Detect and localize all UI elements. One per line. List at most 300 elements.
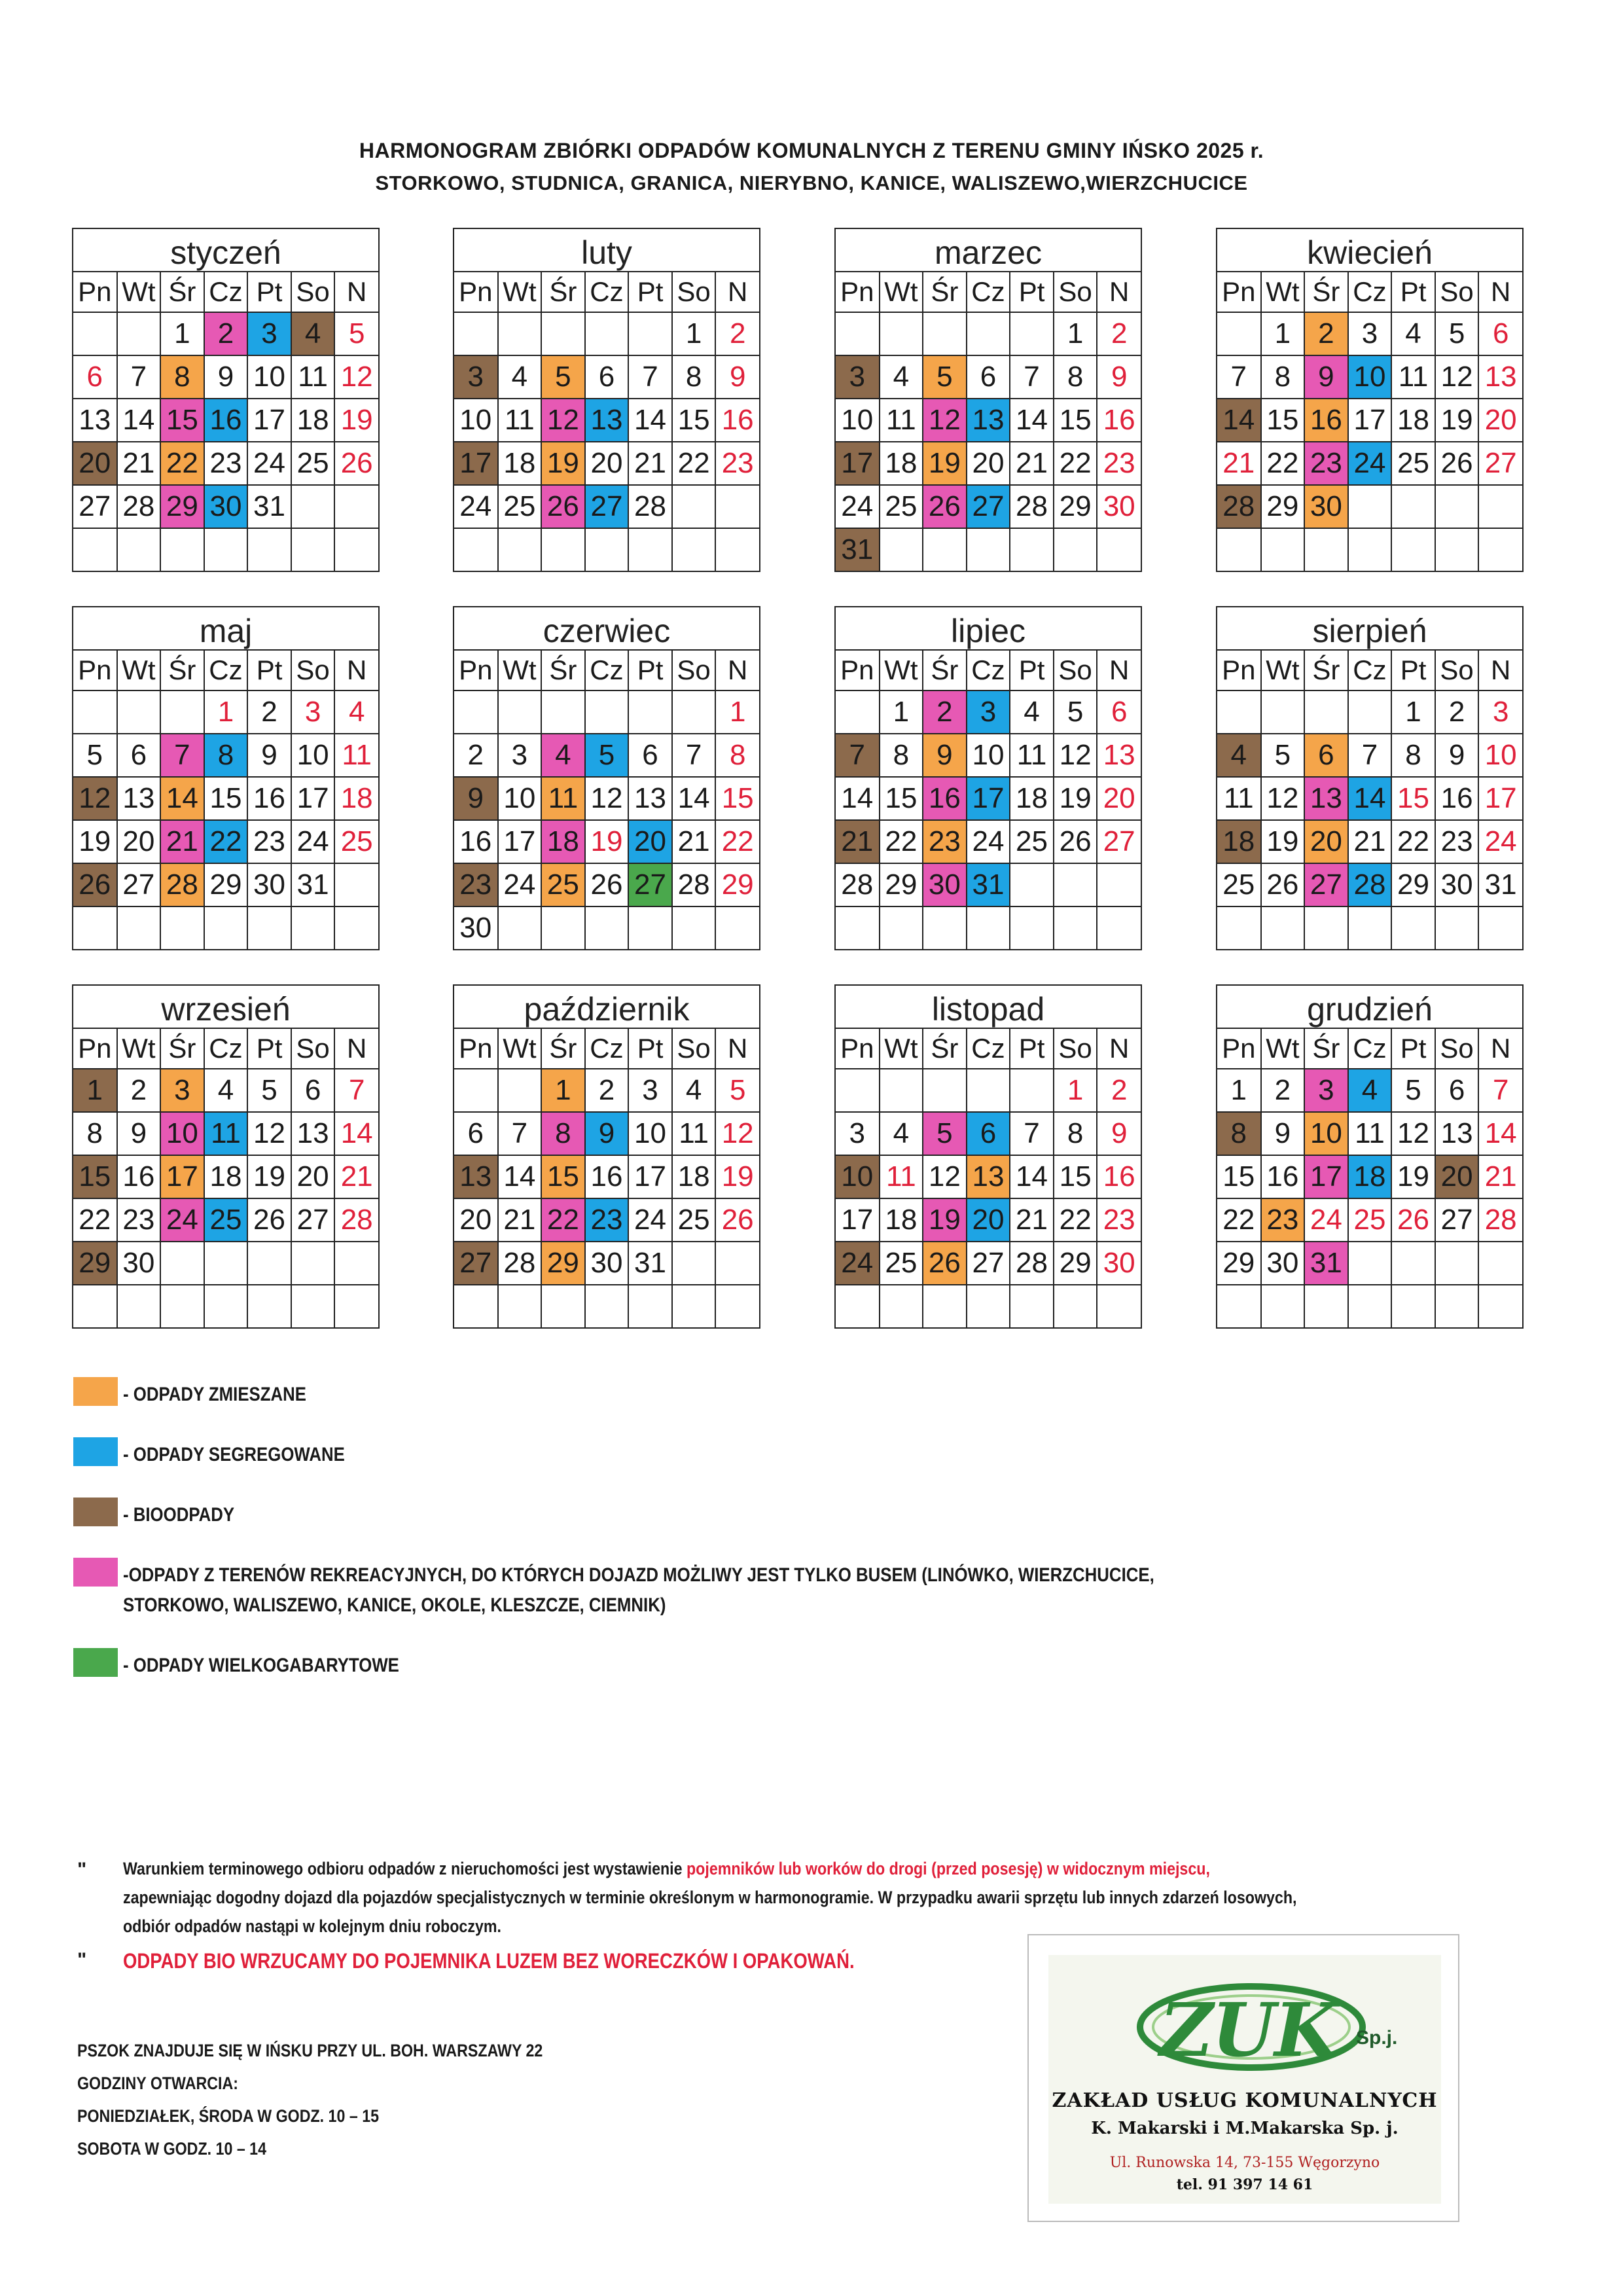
- weekday-header: Cz: [1348, 651, 1392, 691]
- day-cell: 6: [1097, 691, 1141, 734]
- day-cell: 12: [715, 1112, 759, 1155]
- day-cell: 5: [923, 355, 967, 399]
- day-cell: 4: [1391, 312, 1435, 355]
- day-cell: 24: [247, 442, 291, 485]
- empty-cell: [454, 528, 498, 571]
- day-cell: 7: [1010, 1112, 1054, 1155]
- weekday-header: Wt: [1261, 651, 1305, 691]
- day-cell: 26: [247, 1198, 291, 1242]
- day-cell: 20: [454, 1198, 498, 1242]
- day-cell: 12: [541, 399, 585, 442]
- month-table: [454, 1029, 759, 1327]
- day-cell: 23: [923, 820, 967, 863]
- day-cell: 25: [334, 820, 378, 863]
- month-4: [72, 606, 380, 950]
- weekday-header: So: [291, 1029, 335, 1069]
- day-cell: 29: [1054, 485, 1097, 528]
- day-cell: 30: [204, 485, 248, 528]
- day-cell: 26: [334, 442, 378, 485]
- weekday-header: N: [1097, 651, 1141, 691]
- day-cell: 19: [1261, 820, 1305, 863]
- day-cell: 24: [836, 1242, 880, 1285]
- weekday-header: So: [1054, 651, 1097, 691]
- day-cell: 24: [291, 820, 335, 863]
- day-cell: 23: [204, 442, 248, 485]
- day-cell: 2: [454, 734, 498, 777]
- weekday-header: Śr: [1304, 272, 1348, 312]
- day-cell: 13: [1304, 777, 1348, 820]
- month-9: [453, 984, 760, 1329]
- weekday-header: Pn: [73, 272, 117, 312]
- empty-cell: [672, 1285, 716, 1327]
- day-cell: 17: [160, 1155, 204, 1198]
- day-cell: 4: [1217, 734, 1261, 777]
- empty-cell: [1304, 1285, 1348, 1327]
- note-2: ODPADY BIO WRZUCAMY DO POJEMNIKA LUZEM BEZ WORECZKÓW I OPAKOWAŃ.: [123, 1949, 855, 1973]
- empty-cell: [1478, 1242, 1522, 1285]
- day-cell: 20: [967, 1198, 1010, 1242]
- month-2: [834, 228, 1142, 572]
- day-cell: 18: [880, 1198, 923, 1242]
- empty-cell: [247, 1285, 291, 1327]
- logo-suffix: Sp.j.: [1356, 2027, 1398, 2049]
- day-cell: 14: [836, 777, 880, 820]
- day-cell: 17: [454, 442, 498, 485]
- day-cell: 3: [247, 312, 291, 355]
- day-cell: 8: [73, 1112, 117, 1155]
- day-cell: 1: [1054, 312, 1097, 355]
- day-cell: 29: [160, 485, 204, 528]
- day-cell: 1: [1391, 691, 1435, 734]
- day-cell: 22: [880, 820, 923, 863]
- month-name: [1217, 607, 1522, 651]
- day-cell: 29: [1391, 863, 1435, 906]
- weekday-header: Cz: [1348, 1029, 1392, 1069]
- empty-cell: [1304, 528, 1348, 571]
- day-cell: 22: [1261, 442, 1305, 485]
- month-name: [836, 607, 1141, 651]
- day-cell: 12: [334, 355, 378, 399]
- day-cell: 6: [967, 355, 1010, 399]
- empty-cell: [836, 691, 880, 734]
- day-cell: 6: [628, 734, 672, 777]
- empty-cell: [1478, 528, 1522, 571]
- day-cell: 21: [1010, 1198, 1054, 1242]
- weekday-header: N: [1097, 1029, 1141, 1069]
- day-cell: 9: [1304, 355, 1348, 399]
- day-cell: 12: [1054, 734, 1097, 777]
- empty-cell: [117, 691, 161, 734]
- day-cell: 10: [628, 1112, 672, 1155]
- note-1-line-1: [123, 1859, 1283, 1879]
- day-cell: 27: [967, 485, 1010, 528]
- empty-cell: [1261, 1285, 1305, 1327]
- empty-cell: [1391, 485, 1435, 528]
- empty-cell: [1010, 1285, 1054, 1327]
- weekday-header: Wt: [880, 1029, 923, 1069]
- day-cell: 8: [715, 734, 759, 777]
- day-cell: 19: [715, 1155, 759, 1198]
- day-cell: 15: [541, 1155, 585, 1198]
- day-cell: 20: [73, 442, 117, 485]
- weekday-header: Pn: [1217, 651, 1261, 691]
- empty-cell: [1435, 1242, 1479, 1285]
- day-cell: 4: [1348, 1069, 1392, 1112]
- day-cell: 29: [1217, 1242, 1261, 1285]
- empty-cell: [715, 485, 759, 528]
- weekday-header: N: [334, 1029, 378, 1069]
- empty-cell: [1478, 1285, 1522, 1327]
- empty-cell: [1478, 906, 1522, 949]
- month-7: [1216, 606, 1524, 950]
- empty-cell: [160, 1242, 204, 1285]
- weekday-header: Cz: [967, 1029, 1010, 1069]
- day-cell: 31: [291, 863, 335, 906]
- day-cell: 18: [291, 399, 335, 442]
- weekday-header: Wt: [117, 272, 161, 312]
- day-cell: 9: [715, 355, 759, 399]
- month-name: [836, 229, 1141, 272]
- day-cell: 31: [628, 1242, 672, 1285]
- day-cell: 28: [1010, 1242, 1054, 1285]
- day-cell: 9: [1097, 1112, 1141, 1155]
- day-cell: 2: [247, 691, 291, 734]
- day-cell: 23: [585, 1198, 629, 1242]
- day-cell: 22: [204, 820, 248, 863]
- weekday-header: So: [672, 1029, 716, 1069]
- weekday-header: Pn: [836, 651, 880, 691]
- weekday-header: N: [334, 272, 378, 312]
- empty-cell: [291, 485, 335, 528]
- day-cell: 17: [967, 777, 1010, 820]
- empty-cell: [541, 528, 585, 571]
- day-cell: 1: [672, 312, 716, 355]
- day-cell: 7: [1217, 355, 1261, 399]
- empty-cell: [1348, 485, 1392, 528]
- empty-cell: [1435, 906, 1479, 949]
- weekday-header: Śr: [1304, 651, 1348, 691]
- empty-cell: [836, 1285, 880, 1327]
- empty-cell: [454, 312, 498, 355]
- day-cell: 2: [1261, 1069, 1305, 1112]
- weekday-header: So: [1435, 651, 1479, 691]
- weekday-header: Cz: [204, 1029, 248, 1069]
- empty-cell: [1261, 691, 1305, 734]
- weekday-header: N: [715, 272, 759, 312]
- day-cell: 18: [498, 442, 542, 485]
- empty-cell: [334, 906, 378, 949]
- day-cell: 18: [1348, 1155, 1392, 1198]
- legend-label: [123, 1440, 1192, 1470]
- day-cell: 3: [291, 691, 335, 734]
- weekday-header: Śr: [1304, 1029, 1348, 1069]
- legend-label: [123, 1500, 1192, 1530]
- empty-cell: [498, 1285, 542, 1327]
- day-cell: 3: [1348, 312, 1392, 355]
- weekday-header: Wt: [498, 651, 542, 691]
- weekday-header: Wt: [1261, 1029, 1305, 1069]
- empty-cell: [160, 906, 204, 949]
- day-cell: 11: [1348, 1112, 1392, 1155]
- day-cell: 26: [73, 863, 117, 906]
- month-name-label: listopad: [931, 991, 1045, 1028]
- empty-cell: [1348, 691, 1392, 734]
- day-cell: 23: [1097, 442, 1141, 485]
- day-cell: 9: [247, 734, 291, 777]
- day-cell: 18: [204, 1155, 248, 1198]
- logo-company-name: ZAKŁAD USŁUG KOMUNALNYCH: [1052, 2089, 1438, 2112]
- empty-cell: [454, 1285, 498, 1327]
- day-cell: 23: [247, 820, 291, 863]
- empty-cell: [923, 1285, 967, 1327]
- empty-cell: [715, 1242, 759, 1285]
- weekday-header: Wt: [498, 272, 542, 312]
- empty-cell: [1391, 906, 1435, 949]
- day-cell: 22: [1391, 820, 1435, 863]
- day-cell: 14: [628, 399, 672, 442]
- empty-cell: [967, 312, 1010, 355]
- day-cell: 12: [923, 1155, 967, 1198]
- month-name-label: grudzień: [1307, 991, 1433, 1028]
- empty-cell: [334, 528, 378, 571]
- logo-brand: ZUK: [1160, 1988, 1337, 2073]
- empty-cell: [1261, 906, 1305, 949]
- month-table: [73, 1029, 378, 1327]
- day-cell: 23: [1435, 820, 1479, 863]
- day-cell: 6: [1478, 312, 1522, 355]
- weekday-header: Śr: [160, 1029, 204, 1069]
- day-cell: 5: [1261, 734, 1305, 777]
- day-cell: 7: [628, 355, 672, 399]
- day-cell: 16: [204, 399, 248, 442]
- empty-cell: [1217, 906, 1261, 949]
- day-cell: 20: [291, 1155, 335, 1198]
- pszok-hours-saturday: SOBOTA W GODZ. 10 – 14: [77, 2139, 267, 2159]
- day-cell: 20: [117, 820, 161, 863]
- weekday-header: Pt: [247, 272, 291, 312]
- month-name-label: sierpień: [1312, 613, 1427, 649]
- empty-cell: [291, 528, 335, 571]
- day-cell: 19: [541, 442, 585, 485]
- empty-cell: [585, 1285, 629, 1327]
- day-cell: 6: [1435, 1069, 1479, 1112]
- empty-cell: [880, 528, 923, 571]
- day-cell: 23: [1304, 442, 1348, 485]
- day-cell: 10: [836, 1155, 880, 1198]
- day-cell: 17: [1478, 777, 1522, 820]
- day-cell: 13: [967, 399, 1010, 442]
- empty-cell: [1348, 1242, 1392, 1285]
- empty-cell: [1391, 1242, 1435, 1285]
- weekday-header: So: [1435, 1029, 1479, 1069]
- day-cell: 12: [585, 777, 629, 820]
- empty-cell: [672, 485, 716, 528]
- month-name-label: styczeń: [170, 234, 281, 271]
- weekday-header: Pn: [836, 1029, 880, 1069]
- month-11: [1216, 984, 1524, 1329]
- month-5: [453, 606, 760, 950]
- day-cell: 26: [923, 1242, 967, 1285]
- day-cell: 30: [923, 863, 967, 906]
- day-cell: 17: [836, 1198, 880, 1242]
- day-cell: 10: [247, 355, 291, 399]
- empty-cell: [628, 528, 672, 571]
- day-cell: 13: [1097, 734, 1141, 777]
- day-cell: 23: [117, 1198, 161, 1242]
- empty-cell: [291, 906, 335, 949]
- weekday-header: Śr: [160, 651, 204, 691]
- day-cell: 7: [117, 355, 161, 399]
- empty-cell: [1348, 1285, 1392, 1327]
- logo-owners: K. Makarski i M.Makarska Sp. j.: [1091, 2119, 1399, 2138]
- day-cell: 12: [1261, 777, 1305, 820]
- weekday-header: Wt: [880, 272, 923, 312]
- day-cell: 1: [73, 1069, 117, 1112]
- pszok-hours-weekday: PONIEDZIAŁEK, ŚRODA W GODZ. 10 – 15: [77, 2106, 380, 2126]
- empty-cell: [672, 528, 716, 571]
- day-cell: 5: [1391, 1069, 1435, 1112]
- empty-cell: [585, 906, 629, 949]
- day-cell: 11: [291, 355, 335, 399]
- empty-cell: [672, 691, 716, 734]
- month-name-label: lipiec: [951, 613, 1026, 649]
- day-cell: 4: [1010, 691, 1054, 734]
- day-cell: 22: [1054, 1198, 1097, 1242]
- empty-cell: [291, 1242, 335, 1285]
- empty-cell: [247, 528, 291, 571]
- day-cell: 31: [1304, 1242, 1348, 1285]
- note-1-line-2: zapewniając dogodny dojazd dla pojazdów specjalistycznych w terminie określonym w harmonogramie. W przypadku awarii sprzętu lub innych zdarzeń losowych,: [123, 1888, 1297, 1907]
- day-cell: 24: [628, 1198, 672, 1242]
- weekday-header: Śr: [923, 1029, 967, 1069]
- day-cell: 4: [880, 355, 923, 399]
- day-cell: 9: [117, 1112, 161, 1155]
- weekday-header: Pn: [836, 272, 880, 312]
- day-cell: 3: [1478, 691, 1522, 734]
- day-cell: 10: [1304, 1112, 1348, 1155]
- empty-cell: [160, 691, 204, 734]
- day-cell: 19: [923, 442, 967, 485]
- day-cell: 27: [454, 1242, 498, 1285]
- weekday-header: So: [672, 651, 716, 691]
- day-cell: 21: [1010, 442, 1054, 485]
- day-cell: 11: [672, 1112, 716, 1155]
- day-cell: 16: [585, 1155, 629, 1198]
- weekday-header: N: [715, 1029, 759, 1069]
- day-cell: 22: [715, 820, 759, 863]
- empty-cell: [204, 906, 248, 949]
- weekday-header: So: [1054, 272, 1097, 312]
- day-cell: 5: [247, 1069, 291, 1112]
- empty-cell: [247, 1242, 291, 1285]
- empty-cell: [1054, 528, 1097, 571]
- month-table: [1217, 1029, 1522, 1327]
- day-cell: 9: [204, 355, 248, 399]
- empty-cell: [454, 691, 498, 734]
- day-cell: 3: [967, 691, 1010, 734]
- day-cell: 27: [117, 863, 161, 906]
- day-cell: 2: [1304, 312, 1348, 355]
- weekday-header: Wt: [880, 651, 923, 691]
- day-cell: 20: [967, 442, 1010, 485]
- day-cell: 4: [672, 1069, 716, 1112]
- weekday-header: Pn: [454, 1029, 498, 1069]
- day-cell: 25: [541, 863, 585, 906]
- day-cell: 26: [1054, 820, 1097, 863]
- empty-cell: [628, 1285, 672, 1327]
- month-name: [73, 607, 378, 651]
- weekday-header: Wt: [498, 1029, 542, 1069]
- day-cell: 4: [498, 355, 542, 399]
- empty-cell: [334, 1285, 378, 1327]
- day-cell: 8: [672, 355, 716, 399]
- day-cell: 19: [1054, 777, 1097, 820]
- day-cell: 25: [291, 442, 335, 485]
- empty-cell: [498, 312, 542, 355]
- month-table: [1217, 272, 1522, 571]
- month-10: [834, 984, 1142, 1329]
- day-cell: 5: [73, 734, 117, 777]
- day-cell: 1: [1054, 1069, 1097, 1112]
- day-cell: 21: [1348, 820, 1392, 863]
- day-cell: 16: [923, 777, 967, 820]
- day-cell: 28: [1348, 863, 1392, 906]
- day-cell: 18: [1217, 820, 1261, 863]
- page-subtitle: STORKOWO, STUDNICA, GRANICA, NIERYBNO, KANICE, WALISZEWO,WIERZCHUCICE: [375, 171, 1248, 194]
- day-cell: 14: [117, 399, 161, 442]
- day-cell: 17: [247, 399, 291, 442]
- day-cell: 14: [1010, 399, 1054, 442]
- empty-cell: [1435, 1285, 1479, 1327]
- weekday-header: Pt: [1010, 1029, 1054, 1069]
- month-table: [836, 651, 1141, 949]
- empty-cell: [880, 1069, 923, 1112]
- day-cell: 18: [541, 820, 585, 863]
- day-cell: 19: [1391, 1155, 1435, 1198]
- day-cell: 14: [1348, 777, 1392, 820]
- day-cell: 11: [334, 734, 378, 777]
- day-cell: 27: [628, 863, 672, 906]
- day-cell: 16: [1097, 1155, 1141, 1198]
- weekday-header: Pt: [628, 1029, 672, 1069]
- empty-cell: [204, 1242, 248, 1285]
- day-cell: 29: [204, 863, 248, 906]
- month-0: [72, 228, 380, 572]
- day-cell: 6: [967, 1112, 1010, 1155]
- day-cell: 25: [204, 1198, 248, 1242]
- month-table: [836, 1029, 1141, 1327]
- day-cell: 7: [836, 734, 880, 777]
- weekday-header: Pn: [1217, 272, 1261, 312]
- pszok-hours-label: GODZINY OTWARCIA:: [77, 2073, 238, 2093]
- day-cell: 15: [880, 777, 923, 820]
- day-cell: 14: [1010, 1155, 1054, 1198]
- day-cell: 12: [923, 399, 967, 442]
- day-cell: 15: [1054, 399, 1097, 442]
- weekday-header: So: [1435, 272, 1479, 312]
- empty-cell: [1010, 312, 1054, 355]
- day-cell: 29: [1054, 1242, 1097, 1285]
- day-cell: 13: [291, 1112, 335, 1155]
- day-cell: 3: [454, 355, 498, 399]
- note-1-highlight: pojemników lub worków do drogi (przed posesję) w widocznym miejscu,: [686, 1859, 1210, 1878]
- day-cell: 13: [117, 777, 161, 820]
- day-cell: 1: [541, 1069, 585, 1112]
- day-cell: 21: [672, 820, 716, 863]
- weekday-header: Śr: [541, 1029, 585, 1069]
- weekday-header: Pt: [247, 651, 291, 691]
- day-cell: 31: [967, 863, 1010, 906]
